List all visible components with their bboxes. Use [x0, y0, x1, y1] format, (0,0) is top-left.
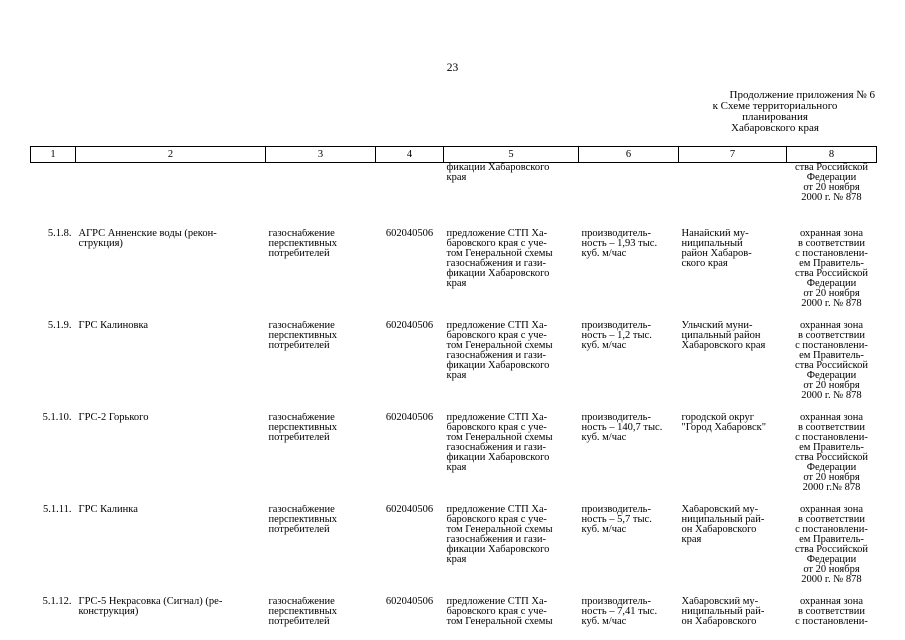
column-numbers-row	[31, 147, 877, 163]
text-line: фикации Хабаровского	[446, 452, 550, 463]
col-header-7: 7	[679, 147, 787, 163]
cell-basis	[444, 597, 579, 627]
text-line: ниципальный	[681, 238, 743, 249]
table-body	[31, 163, 877, 628]
text-line: баровского края с уче-	[446, 606, 547, 617]
text-line: ципальный район	[681, 330, 761, 341]
text-line: с постановлени-	[795, 248, 868, 259]
text-line: от 20 ноября	[803, 182, 860, 193]
text-line: Хабаровского края	[681, 340, 766, 351]
text-line: потребителей	[268, 340, 330, 351]
text-line: ГРС-2 Горького	[78, 413, 149, 423]
caption-line-1: Продолжение приложения № 6	[729, 89, 875, 101]
cell	[76, 163, 266, 230]
text-line: предложение СТП Ха-	[446, 505, 548, 515]
text-line: Федерации	[806, 554, 857, 565]
text-line: том Генеральной схемы	[446, 248, 553, 259]
cell	[376, 163, 444, 230]
text-line: куб. м/час	[581, 432, 627, 443]
text-line: баровского края с уче-	[446, 422, 547, 433]
text-line: газоснабжения и гази-	[446, 534, 547, 545]
cell-number: 5.1.12.	[42, 597, 72, 607]
text-line: охранная зона	[799, 413, 864, 423]
text-line: газоснабжение	[268, 413, 335, 423]
text-line: ем Правитель-	[799, 442, 864, 453]
text-line: ность – 1,2 тыс.	[581, 330, 652, 341]
cell-location	[679, 321, 787, 413]
text-line: городской округ	[681, 413, 755, 423]
text-line: перспективных	[268, 238, 338, 249]
text-line: 2000 г. № 878	[801, 574, 862, 585]
cell-object-name	[76, 505, 266, 597]
table-row	[31, 505, 877, 597]
text-line: газоснабжение	[268, 597, 335, 607]
col-header-8: 8	[787, 147, 877, 163]
text-line: края	[446, 370, 467, 381]
text-line: в соответствии	[798, 606, 865, 617]
text-line: ем Правитель-	[799, 350, 864, 361]
text-line: охранная зона	[799, 321, 864, 331]
text-line: том Генеральной схемы	[446, 616, 553, 627]
text-line: производитель-	[581, 229, 651, 239]
text-line: ность – 140,7 тыс.	[581, 422, 663, 433]
text-line: район Хабаров-	[681, 248, 752, 259]
text-line: том Генеральной схемы	[446, 524, 553, 535]
text-line: конструкция)	[78, 606, 139, 617]
cell-code: 602040506	[385, 597, 434, 607]
cell-object-name	[76, 229, 266, 321]
text-line: Нанайский му-	[681, 229, 749, 239]
text-line: Федерации	[806, 172, 857, 183]
text-line: Ульчский муни-	[681, 321, 753, 331]
caption-line-2: к Схеме территориального	[712, 100, 838, 112]
cell	[266, 163, 376, 230]
cell-code: 602040506	[385, 229, 434, 239]
text-line: в соответствии	[798, 330, 865, 341]
cell-purpose	[266, 229, 376, 321]
text-line: том Генеральной схемы	[446, 432, 553, 443]
text-line: от 20 ноября	[803, 380, 860, 391]
text-line: охранная зона	[799, 229, 864, 239]
objects-table	[30, 146, 877, 627]
text-line: 2000 г. № 878	[801, 390, 862, 401]
table-row	[31, 229, 877, 321]
text-line: потребителей	[268, 432, 330, 443]
cell-capacity	[579, 413, 679, 505]
text-line: перспективных	[268, 422, 338, 433]
text-line: от 20 ноября	[803, 564, 860, 575]
cell-zone	[787, 229, 877, 321]
text-line: ем Правитель-	[799, 534, 864, 545]
text-line: потребителей	[268, 616, 330, 627]
cell-capacity	[579, 321, 679, 413]
cell-basis	[444, 505, 579, 597]
text-line: ства Российской	[794, 544, 869, 555]
cell-number: 5.1.8.	[47, 229, 72, 239]
cell-basis	[444, 163, 579, 230]
text-line: 2000 г. № 878	[801, 192, 862, 203]
text-line: края	[681, 534, 702, 545]
col-header-2: 2	[76, 147, 266, 163]
text-line: с постановлени-	[795, 524, 868, 535]
text-line: края	[446, 278, 467, 289]
text-line: производитель-	[581, 321, 651, 331]
text-line: ГРС-5 Некрасовка (Сигнал) (ре-	[78, 597, 223, 607]
text-line: ства Российской	[794, 268, 869, 279]
text-line: "Город Хабаровск"	[681, 422, 767, 433]
cell-object-name	[76, 413, 266, 505]
text-line: ность – 1,93 тыс.	[581, 238, 658, 249]
text-line: он Хабаровского	[681, 616, 757, 627]
text-line: в соответствии	[798, 422, 865, 433]
text-line: перспективных	[268, 606, 338, 617]
cell-number: 5.1.10.	[42, 413, 72, 423]
text-line: предложение СТП Ха-	[446, 413, 548, 423]
text-line: 2000 г. № 878	[801, 298, 862, 309]
text-line: фикации Хабаровского	[446, 360, 550, 371]
text-line: охранная зона	[799, 597, 864, 607]
text-line: перспективных	[268, 330, 338, 341]
text-line: ского края	[681, 258, 728, 269]
col-header-5: 5	[444, 147, 579, 163]
text-line: от 20 ноября	[803, 288, 860, 299]
cell-purpose	[266, 505, 376, 597]
col-header-1: 1	[31, 147, 76, 163]
cell	[579, 163, 679, 230]
text-line: в соответствии	[798, 238, 865, 249]
text-line: 2000 г.№ 878	[802, 482, 861, 493]
text-line: потребителей	[268, 524, 330, 535]
text-line: ность – 7,41 тыс.	[581, 606, 658, 617]
cell-basis	[444, 321, 579, 413]
continuation-row	[31, 163, 877, 230]
text-line: предложение СТП Ха-	[446, 321, 548, 331]
text-line: ГРС Калиновка	[78, 321, 149, 331]
text-line: Федерации	[806, 278, 857, 289]
cell-zone	[787, 163, 877, 230]
table-row	[31, 597, 877, 627]
text-line: края	[446, 172, 467, 183]
text-line: АГРС Анненские воды (рекон-	[78, 229, 217, 239]
text-line: газоснабжения и гази-	[446, 258, 547, 269]
text-line: ства Российской	[794, 162, 869, 173]
text-line: фикации Хабаровского	[446, 544, 550, 555]
text-line: ем Правитель-	[799, 258, 864, 269]
text-line: ства Российской	[794, 452, 869, 463]
cell-code: 602040506	[385, 413, 434, 423]
text-line: Хабаровский му-	[681, 505, 759, 515]
text-line: перспективных	[268, 514, 338, 525]
text-line: ства Российской	[794, 360, 869, 371]
text-line: Федерации	[806, 462, 857, 473]
appendix-caption	[675, 90, 875, 134]
text-line: с постановлени-	[795, 340, 868, 351]
cell-basis	[444, 413, 579, 505]
cell-location	[679, 505, 787, 597]
cell-code: 602040506	[385, 321, 434, 331]
text-line: куб. м/час	[581, 248, 627, 259]
text-line: ГРС Калинка	[78, 505, 138, 515]
cell-zone	[787, 321, 877, 413]
text-line: Федерации	[806, 370, 857, 381]
cell-number: 5.1.9.	[47, 321, 72, 331]
text-line: фикации Хабаровского	[446, 162, 550, 173]
text-line: с постановлени-	[795, 432, 868, 443]
text-line: ниципальный рай-	[681, 514, 765, 525]
cell-zone	[787, 413, 877, 505]
text-line: потребителей	[268, 248, 330, 259]
text-line: газоснабжения и гази-	[446, 350, 547, 361]
text-line: баровского края с уче-	[446, 514, 547, 525]
table-row	[31, 321, 877, 413]
text-line: от 20 ноября	[803, 472, 860, 483]
cell-capacity	[579, 229, 679, 321]
cell-object-name	[76, 321, 266, 413]
text-line: предложение СТП Ха-	[446, 597, 548, 607]
text-line: ность – 5,7 тыс.	[581, 514, 652, 525]
text-line: с постановлени-	[795, 616, 868, 627]
text-line: газоснабжения и гази-	[446, 442, 547, 453]
cell-code: 602040506	[385, 505, 434, 515]
cell-zone	[787, 597, 877, 627]
text-line: охранная зона	[799, 505, 864, 515]
cell	[679, 163, 787, 230]
text-line: куб. м/час	[581, 340, 627, 351]
text-line: производитель-	[581, 413, 651, 423]
col-header-4: 4	[376, 147, 444, 163]
text-line: он Хабаровского	[681, 524, 757, 535]
text-line: предложение СТП Ха-	[446, 229, 548, 239]
cell-purpose	[266, 321, 376, 413]
text-line: края	[446, 462, 467, 473]
caption-line-3: планирования	[742, 111, 808, 123]
text-line: фикации Хабаровского	[446, 268, 550, 279]
text-line: баровского края с уче-	[446, 238, 547, 249]
cell-capacity	[579, 597, 679, 627]
text-line: куб. м/час	[581, 616, 627, 627]
cell-number: 5.1.11.	[43, 505, 72, 515]
text-line: струкция)	[78, 238, 123, 249]
cell-location	[679, 229, 787, 321]
text-line: куб. м/час	[581, 524, 627, 535]
text-line: производитель-	[581, 505, 651, 515]
cell	[31, 163, 76, 230]
cell-location	[679, 413, 787, 505]
text-line: края	[446, 554, 467, 565]
text-line: производитель-	[581, 597, 651, 607]
cell-object-name	[76, 597, 266, 627]
text-line: газоснабжение	[268, 229, 335, 239]
table-row	[31, 413, 877, 505]
caption-line-4: Хабаровского края	[731, 122, 819, 134]
cell-basis	[444, 229, 579, 321]
cell-purpose	[266, 597, 376, 627]
cell-capacity	[579, 505, 679, 597]
col-header-3: 3	[266, 147, 376, 163]
cell-zone	[787, 505, 877, 597]
text-line: газоснабжение	[268, 505, 335, 515]
text-line: в соответствии	[798, 514, 865, 525]
text-line: Хабаровский му-	[681, 597, 759, 607]
page-number: 23	[446, 62, 459, 74]
cell-location	[679, 597, 787, 627]
text-line: ниципальный рай-	[681, 606, 765, 617]
cell-purpose	[266, 413, 376, 505]
col-header-6: 6	[579, 147, 679, 163]
text-line: том Генеральной схемы	[446, 340, 553, 351]
text-line: газоснабжение	[268, 321, 335, 331]
text-line: баровского края с уче-	[446, 330, 547, 341]
